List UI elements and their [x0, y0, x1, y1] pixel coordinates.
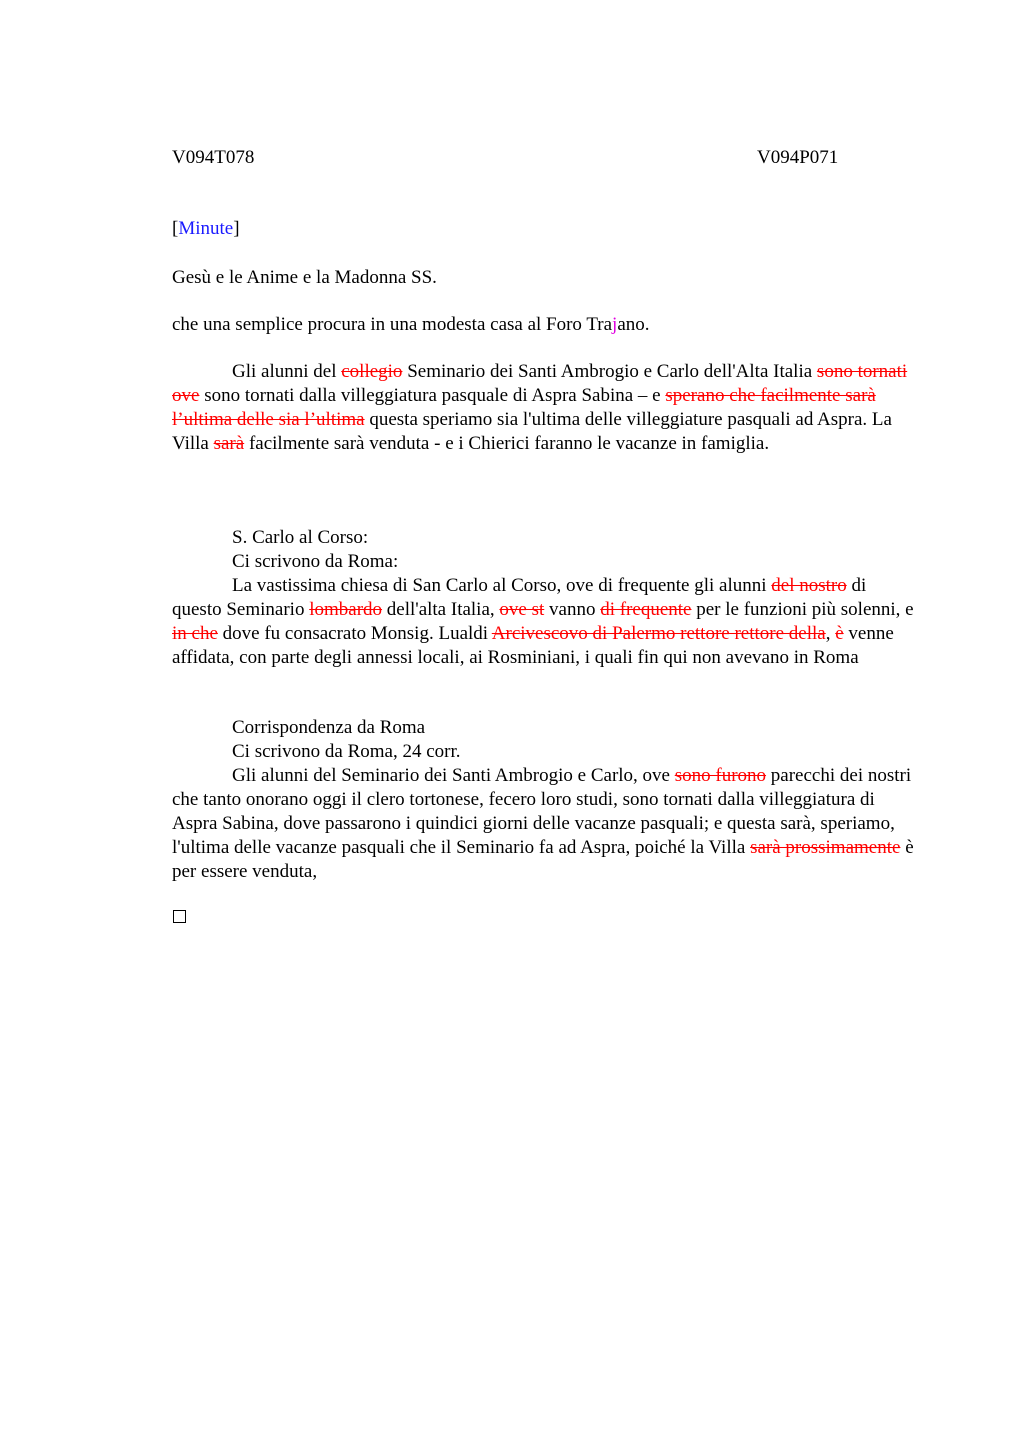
procura-text-before: che una semplice procura in una modesta casa al Foro Tra — [172, 314, 613, 335]
text-run: Seminario dei Santi Ambrogio e Carlo dell'Alta Italia — [402, 361, 817, 382]
procura-text-after: ano. — [617, 314, 650, 335]
text-run: questa speriamo sia l'ultima delle villeggiature pasquali ad Aspra. La Villa — [172, 409, 892, 454]
document-code-right: V094P071 — [757, 147, 839, 168]
deleted-text: ove st — [499, 599, 545, 620]
deleted-text: di frequente — [600, 599, 692, 620]
text-run: facilmente sarà venduta - e i Chierici faranno le vacanze in famiglia. — [244, 433, 770, 454]
paragraph-alunni — [172, 360, 920, 456]
checkbox-icon[interactable] — [173, 910, 186, 923]
section-heading: Corrispondenza da Roma — [232, 717, 426, 738]
deleted-text: collegio — [341, 361, 403, 382]
text-run: , — [825, 623, 836, 644]
text-run: Gli alunni del — [232, 361, 342, 382]
section-subheading: Ci scrivono da Roma, 24 corr. — [232, 741, 461, 762]
bracket-close: ] — [233, 218, 240, 239]
text-run: vanno — [544, 599, 601, 620]
text-run: venne affidata, con parte degli annessi locali, ai Rosminiani, i quali fin qui non avevano in Roma — [172, 623, 894, 668]
document-code-left: V094T078 — [172, 147, 255, 168]
text-run: parecchi dei nostri che tanto onorano oggi il clero tortonese, fecero loro studi, sono tornati dalla villeggiatura di Aspra Sabina, dove passarono i quindici giorni delle vacanze pasquali; e questa sarà, speriamo, l'ultima delle vacanze pasquali che il Seminario fa ad Aspra, poiché la Villa — [172, 765, 912, 858]
deleted-text: Arcivescovo di Palermo rettore rettore della — [491, 623, 826, 644]
greeting-line: Gesù e le Anime e la Madonna SS. — [172, 267, 437, 288]
minute-word: Minute — [178, 218, 234, 239]
text-run: dell'alta Italia, — [382, 599, 500, 620]
section-corrispondenza — [172, 716, 920, 884]
deleted-text: è — [835, 623, 844, 644]
text-run: dove fu consacrato Monsig. Lualdi — [217, 623, 492, 644]
procura-line — [172, 313, 650, 337]
section-subheading: Ci scrivono da Roma: — [232, 551, 399, 572]
minute-label — [172, 217, 240, 241]
section-heading: S. Carlo al Corso: — [232, 527, 369, 548]
text-run: per le funzioni più solenni, e — [691, 599, 914, 620]
bracket-open: [ — [172, 218, 179, 239]
text-run: sono tornati dalla villeggiatura pasquale di Aspra Sabina – e — [199, 385, 666, 406]
section-san-carlo — [172, 526, 920, 670]
text-run: La vastissima chiesa di San Carlo al Corso, ove di frequente gli alunni — [232, 575, 772, 596]
deleted-text: del nostro — [771, 575, 847, 596]
section-body — [172, 574, 920, 670]
deleted-text: sono tornati ove — [172, 361, 908, 406]
deleted-text: lombardo — [309, 599, 383, 620]
procura-highlight: j — [612, 314, 618, 335]
text-run: è per essere venduta, — [172, 837, 914, 882]
deleted-text: sarà — [213, 433, 245, 454]
text-run: Gli alunni del Seminario dei Santi Ambrogio e Carlo, ove — [232, 765, 675, 786]
text-run: di questo Seminario — [172, 575, 867, 620]
deleted-text: sperano che facilmente sarà l’ultima delle sia l’ultima — [172, 385, 876, 430]
deleted-text: sarà prossimamente — [750, 837, 901, 858]
deleted-text: in che — [172, 623, 218, 644]
deleted-text: sono furono — [674, 765, 767, 786]
section-body — [172, 764, 920, 884]
